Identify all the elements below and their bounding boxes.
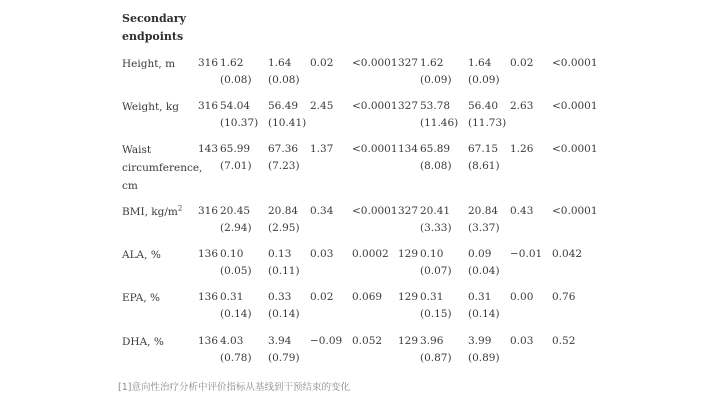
- mean-sd-cell: [220, 203, 252, 237]
- n-value: 143: [198, 143, 219, 155]
- p-value: <0.0001: [352, 143, 398, 155]
- mean-sd-cell: [468, 289, 500, 323]
- sd-value: (3.37): [468, 222, 500, 234]
- p-value: <0.0001: [552, 205, 598, 217]
- sd-value: (0.89): [468, 352, 500, 364]
- sd-value: (0.09): [420, 74, 452, 86]
- p-value: <0.0001: [352, 205, 398, 217]
- sd-value: (0.79): [268, 352, 300, 364]
- mean-value: 4.03: [220, 335, 244, 347]
- n-value: 129: [398, 291, 419, 303]
- difference-value: 0.02: [310, 57, 334, 69]
- sd-value: (10.41): [268, 117, 307, 129]
- mean-sd-cell: [468, 246, 500, 280]
- mean-sd-cell: [420, 203, 452, 237]
- row-label: Waist circumference, cm: [122, 144, 203, 192]
- mean-value: 20.45: [220, 205, 251, 217]
- sd-value: (10.37): [220, 117, 259, 129]
- mean-value: 3.99: [468, 335, 492, 347]
- row-label: DHA, %: [122, 336, 164, 348]
- row-label: Height, m: [122, 58, 176, 70]
- mean-sd-cell: [468, 333, 500, 367]
- mean-sd-cell: [220, 246, 252, 280]
- sd-value: (0.08): [220, 74, 252, 86]
- mean-value: 67.15: [468, 143, 499, 155]
- p-value: <0.0001: [352, 57, 398, 69]
- sd-value: (11.46): [420, 117, 459, 129]
- mean-value: 3.96: [420, 335, 444, 347]
- mean-sd-cell: [220, 98, 258, 132]
- p-value: 0.052: [352, 335, 383, 347]
- mean-value: 20.84: [468, 205, 499, 217]
- difference-value: 2.45: [310, 100, 334, 112]
- row-label: ALA, %: [122, 249, 161, 261]
- sd-value: (8.08): [420, 160, 452, 172]
- mean-value: 0.10: [420, 248, 444, 260]
- sd-value: (0.78): [220, 352, 252, 364]
- difference-value: 2.63: [510, 100, 534, 112]
- mean-sd-cell: [420, 98, 458, 132]
- mean-value: 0.33: [268, 291, 292, 303]
- sd-value: (8.61): [468, 160, 500, 172]
- sd-value: (0.09): [468, 74, 500, 86]
- mean-value: 0.31: [220, 291, 244, 303]
- difference-value: 0.03: [310, 248, 334, 260]
- mean-value: 1.62: [220, 57, 244, 69]
- mean-sd-cell: [268, 246, 300, 280]
- difference-value: −0.01: [510, 248, 543, 260]
- sd-value: (2.95): [268, 222, 300, 234]
- mean-sd-cell: [268, 289, 300, 323]
- difference-value: 0.02: [510, 57, 534, 69]
- mean-sd-cell: [420, 333, 452, 367]
- mean-sd-cell: [468, 203, 500, 237]
- n-value: 316: [198, 205, 219, 217]
- mean-sd-cell: [420, 289, 452, 323]
- mean-value: 0.31: [420, 291, 444, 303]
- mean-value: 20.84: [268, 205, 299, 217]
- sd-value: (7.01): [220, 160, 252, 172]
- mean-sd-cell: [468, 55, 500, 89]
- sd-value: (0.08): [268, 74, 300, 86]
- mean-sd-cell: [468, 141, 500, 175]
- mean-value: 0.09: [468, 248, 492, 260]
- sd-value: (0.14): [220, 308, 252, 320]
- sd-value: (2.94): [220, 222, 252, 234]
- sd-value: (0.11): [268, 265, 300, 277]
- mean-sd-cell: [220, 55, 252, 89]
- p-value: 0.76: [552, 291, 576, 303]
- mean-sd-cell: [420, 55, 452, 89]
- sd-value: (7.23): [268, 160, 300, 172]
- p-value: <0.0001: [352, 100, 398, 112]
- n-value: 129: [398, 335, 419, 347]
- mean-sd-cell: [268, 141, 300, 175]
- sd-value: (0.07): [420, 265, 452, 277]
- p-value: 0.042: [552, 248, 583, 260]
- difference-value: 1.26: [510, 143, 534, 155]
- n-value: 136: [198, 335, 219, 347]
- p-value: <0.0001: [552, 57, 598, 69]
- n-value: 134: [398, 143, 419, 155]
- mean-sd-cell: [420, 141, 452, 175]
- mean-sd-cell: [268, 98, 306, 132]
- sd-value: (0.04): [468, 265, 500, 277]
- sd-value: (11.73): [468, 117, 507, 129]
- mean-value: 56.40: [468, 100, 499, 112]
- sd-value: (0.15): [420, 308, 452, 320]
- mean-value: 3.94: [268, 335, 292, 347]
- row-label: EPA, %: [122, 292, 161, 304]
- difference-value: 0.02: [310, 291, 334, 303]
- sd-value: (0.14): [268, 308, 300, 320]
- mean-value: 65.89: [420, 143, 451, 155]
- figure-caption: [1]意向性治疗分析中评价指标从基线到干预结束的变化: [118, 382, 350, 393]
- mean-sd-cell: [268, 333, 300, 367]
- section-title: Secondary endpoints: [122, 12, 186, 43]
- difference-value: 0.03: [510, 335, 534, 347]
- mean-sd-cell: [468, 98, 506, 132]
- sd-value: (0.14): [468, 308, 500, 320]
- mean-sd-cell: [220, 141, 252, 175]
- mean-value: 54.04: [220, 100, 251, 112]
- mean-value: 20.41: [420, 205, 451, 217]
- p-value: <0.0001: [552, 143, 598, 155]
- mean-value: 65.99: [220, 143, 251, 155]
- mean-sd-cell: [220, 289, 252, 323]
- n-value: 327: [398, 205, 419, 217]
- difference-value: 1.37: [310, 143, 334, 155]
- difference-value: 0.00: [510, 291, 534, 303]
- n-value: 327: [398, 100, 419, 112]
- mean-sd-cell: [268, 203, 300, 237]
- row-label: BMI, $kg/m^2$: [122, 204, 183, 218]
- mean-value: 1.64: [468, 57, 492, 69]
- sd-value: (0.05): [220, 265, 252, 277]
- n-value: 136: [198, 248, 219, 260]
- n-value: 129: [398, 248, 419, 260]
- mean-sd-cell: [220, 333, 252, 367]
- p-value: <0.0001: [552, 100, 598, 112]
- mean-value: 0.13: [268, 248, 292, 260]
- row-label: Weight, kg: [122, 101, 179, 113]
- p-value: 0.069: [352, 291, 383, 303]
- mean-value: 1.62: [420, 57, 444, 69]
- sd-value: (0.87): [420, 352, 452, 364]
- p-value: 0.0002: [352, 248, 389, 260]
- difference-value: −0.09: [310, 335, 343, 347]
- p-value: 0.52: [552, 335, 576, 347]
- mean-value: 0.10: [220, 248, 244, 260]
- mean-value: 1.64: [268, 57, 292, 69]
- mean-value: 53.78: [420, 100, 451, 112]
- n-value: 316: [198, 100, 219, 112]
- sd-value: (3.33): [420, 222, 452, 234]
- mean-value: 67.36: [268, 143, 299, 155]
- mean-sd-cell: [420, 246, 452, 280]
- difference-value: 0.43: [510, 205, 534, 217]
- n-value: 316: [198, 57, 219, 69]
- n-value: 327: [398, 57, 419, 69]
- difference-value: 0.34: [310, 205, 334, 217]
- mean-value: 56.49: [268, 100, 299, 112]
- mean-value: 0.31: [468, 291, 492, 303]
- endpoints-table: [118, 0, 598, 370]
- mean-sd-cell: [268, 55, 300, 89]
- n-value: 136: [198, 291, 219, 303]
